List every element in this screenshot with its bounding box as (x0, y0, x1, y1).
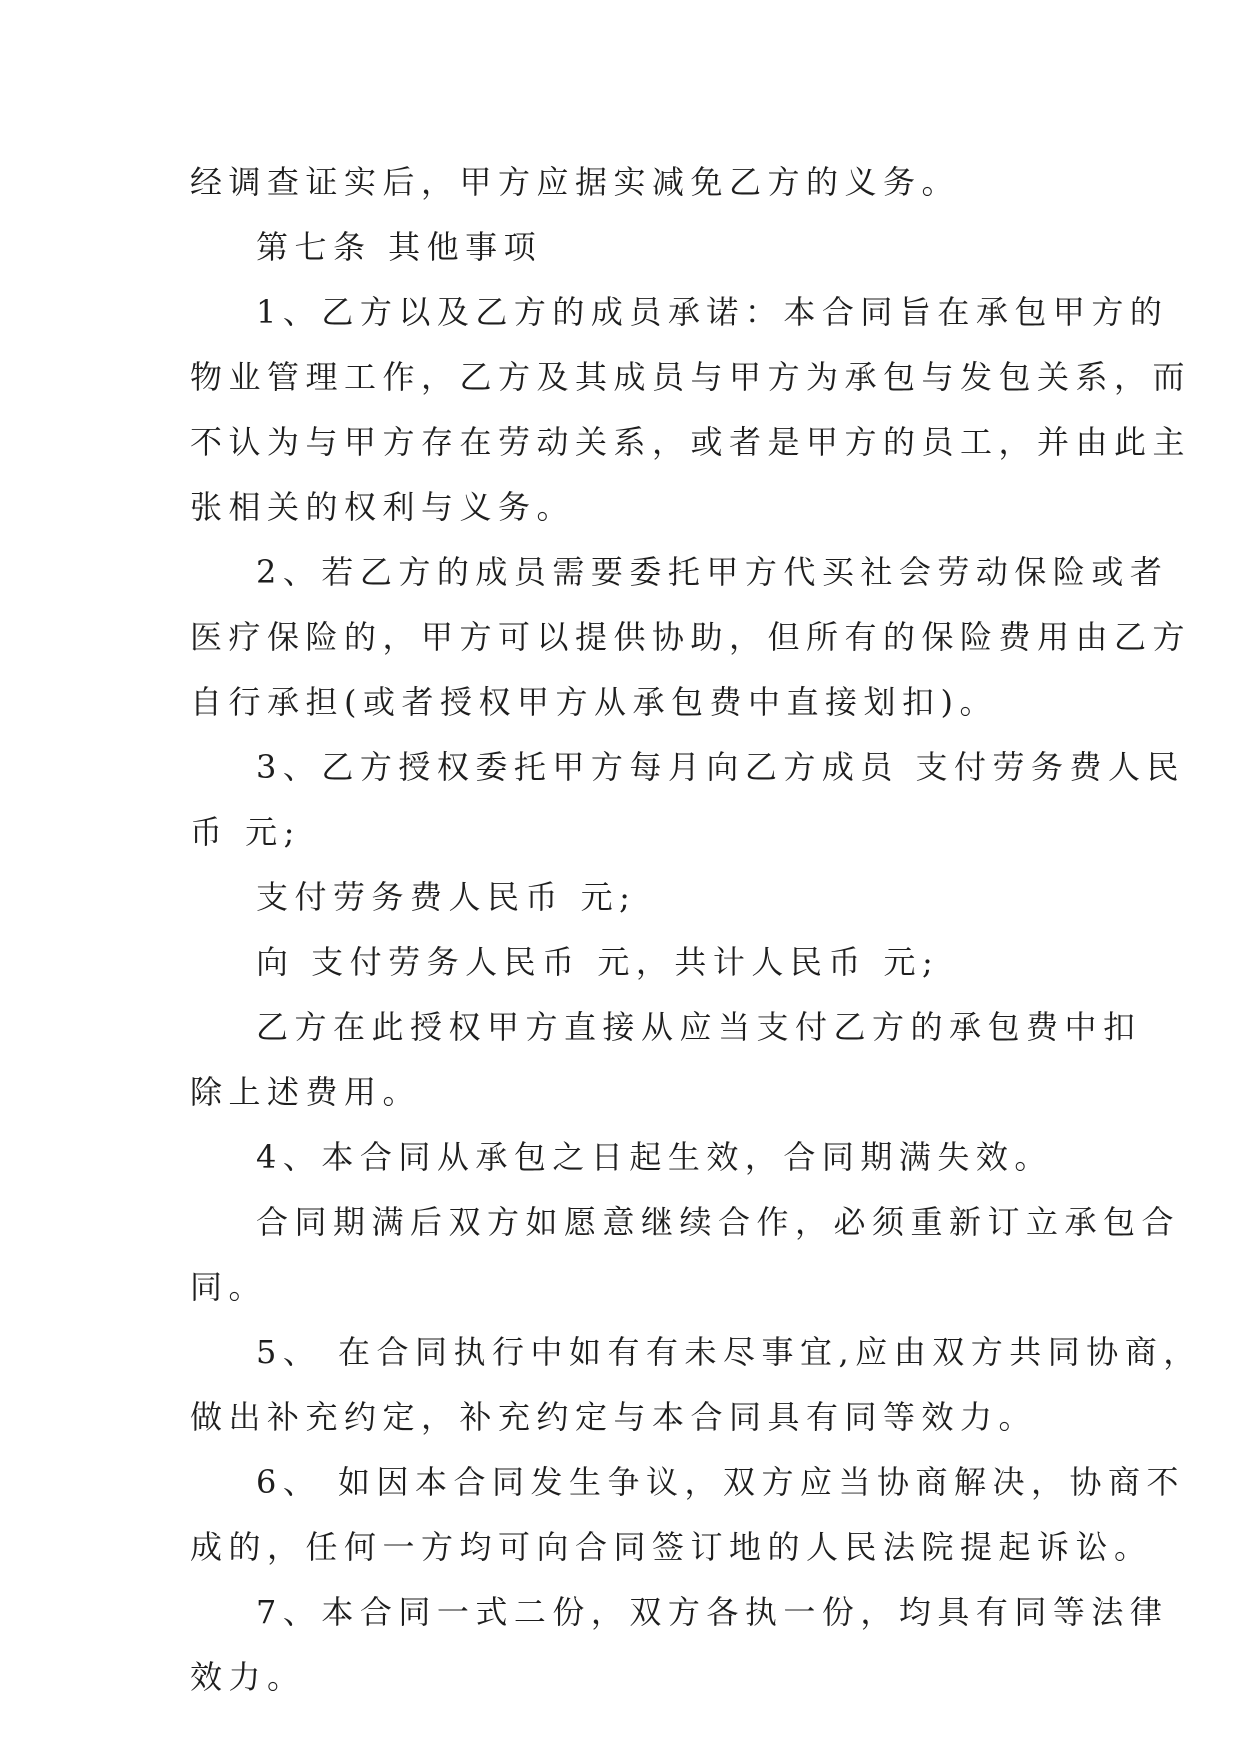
text-line: 张相关的权利与义务。 (190, 488, 576, 526)
text-line: 成的，任何一方均可向合同签订地的人民法院提起诉讼。 (190, 1528, 1153, 1566)
text-line: 除上述费用。 (190, 1073, 422, 1111)
text-line: 5、 在合同执行中如有有未尽事宜,应由双方共同协商， (256, 1333, 1202, 1371)
text-line: 不认为与甲方存在劳动关系，或者是甲方的员工，并由此主 (190, 423, 1192, 461)
section-heading: 第七条 其他事项 (256, 228, 543, 266)
text-line: 1、乙方以及乙方的成员承诺：本合同旨在承包甲方的 (256, 293, 1169, 331)
text-line: 同。 (190, 1268, 268, 1306)
text-line: 经调查证实后，甲方应据实减免乙方的义务。 (190, 163, 961, 201)
text-line: 乙方在此授权甲方直接从应当支付乙方的承包费中扣 (256, 1008, 1142, 1046)
text-line: 2、若乙方的成员需要委托甲方代买社会劳动保险或者 (256, 553, 1169, 591)
text-line: 4、本合同从承包之日起生效，合同期满失效。 (256, 1138, 1053, 1176)
text-line: 支付劳务费人民币 元; (256, 878, 637, 916)
text-line: 自行承担(或者授权甲方从承包费中直接划扣)。 (190, 683, 998, 721)
text-line: 物业管理工作，乙方及其成员与甲方为承包与发包关系，而 (190, 358, 1192, 396)
text-line: 医疗保险的，甲方可以提供协助，但所有的保险费用由乙方 (190, 618, 1192, 656)
text-line: 做出补充约定，补充约定与本合同具有同等效力。 (190, 1398, 1038, 1436)
text-line: 币 元; (190, 813, 301, 851)
text-line: 合同期满后双方如愿意继续合作，必须重新订立承包合 (256, 1203, 1181, 1241)
text-line: 3、乙方授权委托甲方每月向乙方成员 支付劳务费人民 (256, 748, 1186, 786)
text-line: 向 支付劳务人民币 元，共计人民币 元; (256, 943, 940, 981)
text-line: 效力。 (190, 1658, 306, 1696)
text-line: 7、本合同一式二份，双方各执一份，均具有同等法律 (256, 1593, 1169, 1631)
text-line: 6、 如因本合同发生争议，双方应当协商解决，协商不 (256, 1463, 1186, 1501)
document-body (190, 150, 1202, 1710)
